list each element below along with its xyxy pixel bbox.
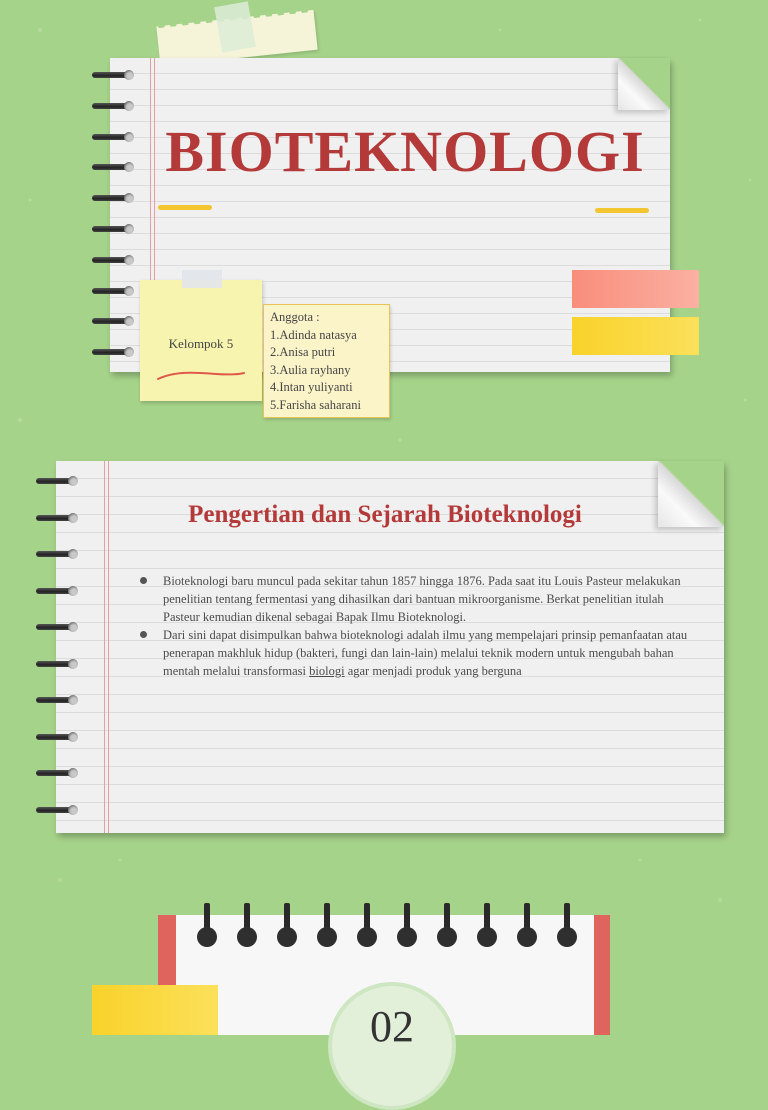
spiral-ring	[36, 768, 78, 778]
spiral-ring	[92, 255, 134, 265]
member-item: 1.Adinda natasya	[270, 327, 357, 342]
main-title: BIOTEKNOLOGI	[165, 119, 645, 184]
binder-ring	[517, 903, 537, 951]
binder-ring	[277, 903, 297, 951]
binder-ring	[357, 903, 377, 951]
bullet-text: agar menjadi produk yang berguna	[344, 664, 522, 678]
title-dash-right	[595, 208, 649, 213]
binder-ring	[437, 903, 457, 951]
binder-ring	[317, 903, 337, 951]
page-curl	[658, 461, 724, 527]
member-item: 4.Intan yuliyanti	[270, 380, 353, 394]
section-title: Pengertian dan Sejarah Bioteknologi	[188, 501, 582, 528]
red-squiggle	[156, 368, 246, 382]
spiral-ring	[92, 286, 134, 296]
biologi-link[interactable]: biologi	[309, 664, 345, 678]
binder-ring	[197, 903, 217, 951]
spiral-ring	[92, 162, 134, 172]
bullet-text: Bioteknologi baru muncul pada sekitar tahun 1857 hingga 1876. Pada saat itu Louis Pasteur melakukan penelitian tentang fermentasi yang dihasilkan dari bantuan mikroorganisme. Berkat penelitian itulah Pasteur kemudian dikenal sebagai Bapak Ilmu Bioteknologi.	[163, 574, 681, 624]
spiral-ring	[36, 695, 78, 705]
spiral-ring	[92, 347, 134, 357]
bullet-item	[138, 572, 698, 626]
spiral-ring	[92, 316, 134, 326]
spiral-ring	[36, 732, 78, 742]
spiral-ring	[36, 513, 78, 523]
bullet-text: Dari sini dapat disimpulkan bahwa bioteknologi adalah ilmu yang mempelajari prinsip pemanfaatan atau penerapan makhluk hidup (bakteri, fungi dan lain-lain) melalui teknik modern untuk mengubah bahan mentah melalui transformasi	[163, 628, 688, 678]
spiral-ring	[36, 622, 78, 632]
member-item: 5.Farisha saharani	[270, 397, 361, 412]
member-item: 3.Aulia rayhany	[270, 362, 351, 377]
spiral-ring	[36, 586, 78, 596]
sticky-tab-yellow	[92, 985, 218, 1035]
sticky-tab-pink	[572, 270, 699, 308]
spiral-ring	[36, 805, 78, 815]
spiral-ring	[36, 659, 78, 669]
spiral-ring	[36, 476, 78, 486]
group-label: Kelompok 5	[168, 336, 234, 351]
binder-ring	[477, 903, 497, 951]
page-curl	[618, 58, 670, 110]
note-tape	[182, 270, 222, 288]
spiral-ring	[92, 224, 134, 234]
spiral-ring	[92, 193, 134, 203]
binder-ring	[237, 903, 257, 951]
member-item: 2.Anisa putri	[270, 345, 336, 359]
paper-clip-tab	[214, 1, 255, 52]
spiral-ring	[36, 549, 78, 559]
margin-line	[104, 461, 105, 833]
binder-ring	[397, 903, 417, 951]
bullet-item	[138, 626, 698, 680]
members-box	[263, 304, 390, 418]
spiral-ring	[92, 101, 134, 111]
title-dash-left	[158, 205, 212, 210]
spiral-ring	[92, 70, 134, 80]
binder-ring	[557, 903, 577, 951]
group-sticky-note	[140, 280, 262, 401]
margin-line	[108, 461, 109, 833]
spiral-ring	[92, 132, 134, 142]
slide-number: 02	[370, 1002, 414, 1051]
members-heading: Anggota :	[270, 310, 320, 324]
sticky-tab-yellow	[572, 317, 699, 355]
bullet-list	[138, 572, 698, 680]
